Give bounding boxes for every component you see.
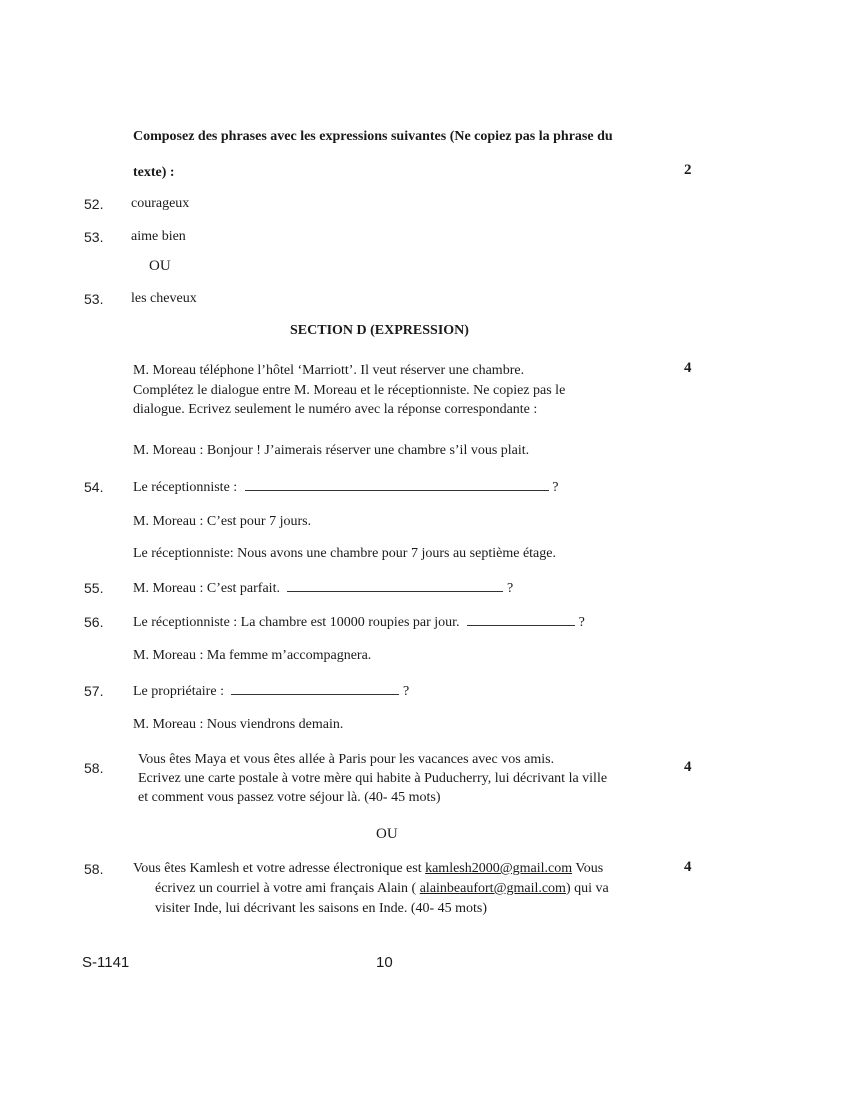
- question-number-54: 54.: [84, 479, 104, 495]
- answer-blank-56[interactable]: [467, 613, 575, 626]
- dialogue-line: M. Moreau : C’est pour 7 jours.: [133, 514, 312, 529]
- page-number: 10: [376, 954, 393, 971]
- item-number: 53.: [84, 229, 104, 245]
- question-54: [133, 478, 558, 496]
- question-57-prompt: Le propriétaire :: [133, 684, 224, 699]
- item-number: 53.: [84, 291, 104, 307]
- question-54-prompt: Le réceptionniste :: [133, 480, 238, 495]
- dialogue-line: M. Moreau : Bonjour ! J’aimerais réserver une chambre s’il vous plait.: [133, 443, 530, 458]
- q58b-text: écrivez un courriel à votre ami français Alain (: [155, 881, 420, 896]
- dialogue-line: M. Moreau : Ma femme m’accompagnera.: [133, 648, 372, 663]
- q58b-text: ) qui va: [565, 881, 609, 896]
- item-text: aime bien: [131, 229, 186, 244]
- question-mark: ?: [552, 480, 559, 495]
- question-mark: ?: [402, 684, 410, 699]
- dialogue-line: Le réceptionniste: Nous avons une chambre pour 7 jours au septième étage.: [133, 546, 556, 561]
- answer-blank-57[interactable]: [231, 682, 399, 695]
- or-separator: OU: [149, 258, 171, 274]
- question-56: [133, 613, 585, 631]
- answer-blank-55[interactable]: [287, 579, 503, 592]
- q58a-line-1: Vous êtes Maya et vous êtes allée à Paris pour les vacances avec vos amis.: [138, 752, 555, 767]
- q58b-text: Vous êtes Kamlesh et votre adresse électronique est: [133, 861, 426, 876]
- item-number: 52.: [84, 196, 104, 212]
- question-number-56: 56.: [84, 614, 104, 630]
- dialogue-line: M. Moreau : Nous viendrons demain.: [133, 717, 344, 732]
- item-text: courageux: [131, 196, 190, 211]
- q58b-line-2: [155, 881, 609, 897]
- q58b-line-1: [133, 861, 603, 877]
- q58a-line-3: et comment vous passez votre séjour là. (40- 45 mots): [138, 790, 441, 805]
- marks-dialogue: 4: [684, 360, 692, 376]
- question-57: [133, 682, 409, 700]
- email-link-kamlesh[interactable]: kamlesh2000@gmail.com: [425, 861, 573, 876]
- marks-q58b: 4: [684, 859, 692, 875]
- section-title: SECTION D (EXPRESSION): [290, 323, 469, 338]
- intro-line-2: Complétez le dialogue entre M. Moreau et le réceptionniste. Ne copiez pas le: [133, 383, 566, 398]
- item-text: les cheveux: [131, 291, 197, 306]
- question-mark: ?: [506, 581, 514, 596]
- question-number-55: 55.: [84, 580, 104, 596]
- email-link-alain[interactable]: alainbeaufort@gmail.com: [419, 881, 566, 896]
- q58b-text: Vous: [572, 861, 604, 876]
- marks-q58a: 4: [684, 759, 692, 775]
- question-number-58: 58.: [84, 861, 104, 877]
- question-number-57: 57.: [84, 683, 104, 699]
- question-55-prompt: M. Moreau : C’est parfait.: [133, 581, 280, 596]
- intro-line-1: M. Moreau téléphone l’hôtel ‘Marriott’. Il veut réserver une chambre.: [133, 363, 525, 378]
- question-number-58: 58.: [84, 760, 104, 776]
- question-55: [133, 579, 513, 597]
- instruction-line-2: texte) :: [133, 165, 175, 180]
- question-mark: ?: [578, 615, 585, 630]
- q58a-line-2: Ecrivez une carte postale à votre mère qui habite à Puducherry, lui décrivant la ville: [138, 771, 608, 786]
- question-56-prompt: Le réceptionniste : La chambre est 10000 roupies par jour.: [133, 615, 460, 630]
- answer-blank-54[interactable]: [245, 478, 549, 491]
- intro-line-3: dialogue. Ecrivez seulement le numéro avec la réponse correspondante :: [133, 402, 538, 417]
- paper-code: S-1141: [82, 954, 130, 971]
- or-separator: OU: [376, 826, 398, 842]
- instruction-line-1: Composez des phrases avec les expressions suivantes (Ne copiez pas la phrase du: [133, 129, 613, 144]
- marks-instruction: 2: [684, 162, 692, 178]
- q58b-line-3: visiter Inde, lui décrivant les saisons en Inde. (40- 45 mots): [155, 901, 488, 916]
